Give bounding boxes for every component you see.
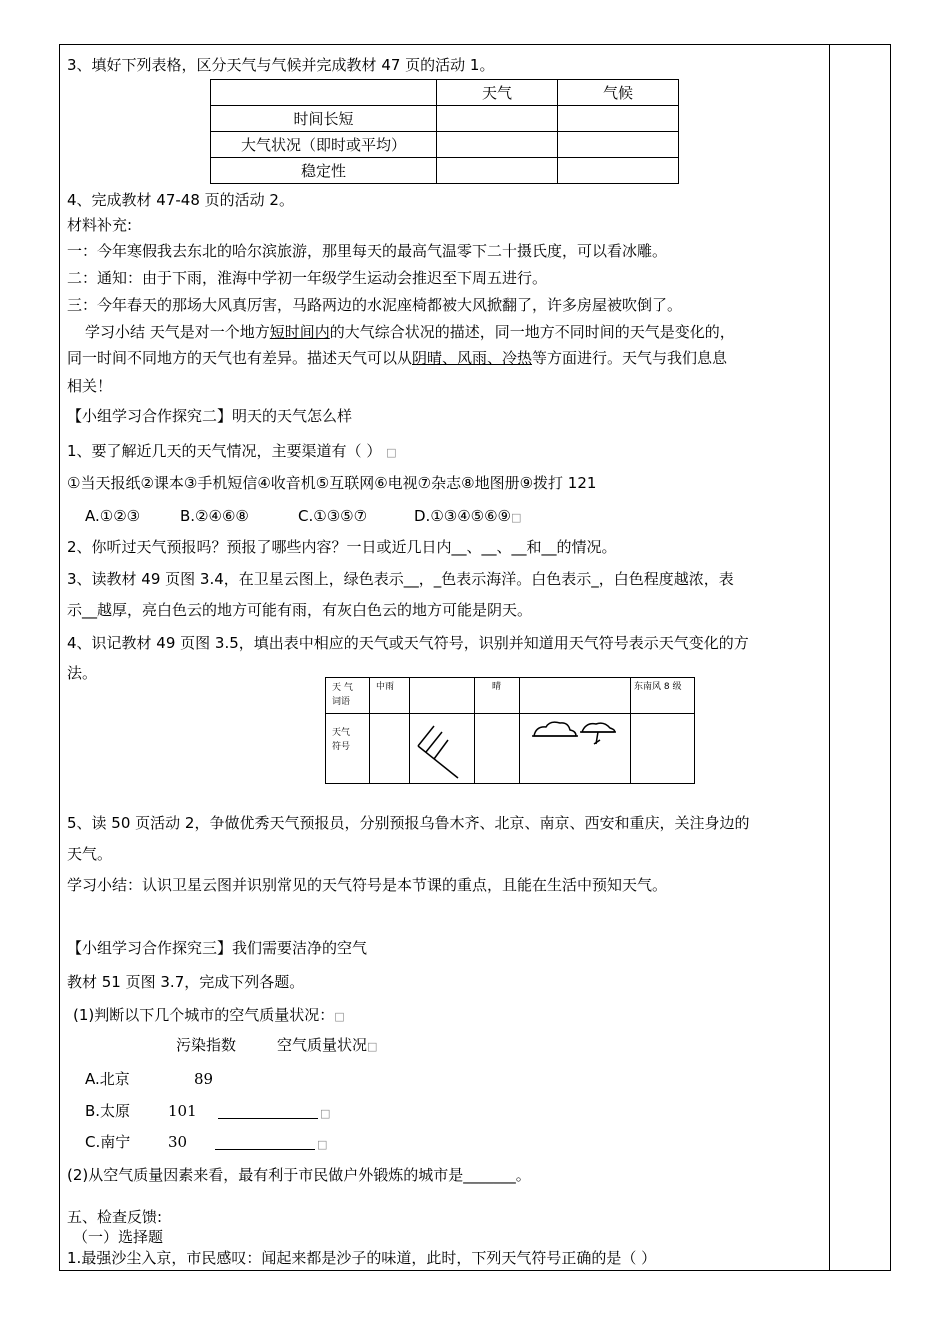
wind-symbol-icon <box>412 716 472 782</box>
group2-q2: 2、你听过天气预报吗？预报了哪些内容？一日或近几日内__、__、__和__的情况。 <box>67 538 617 556</box>
group2-q4-line2: 法。 <box>67 664 98 682</box>
city-nanning: C.南宁 <box>85 1133 131 1151</box>
weather-word-southeast-wind: 东南风 8 级 <box>634 682 682 692</box>
choice-b[interactable]: B.②④⑥⑧ <box>180 507 249 525</box>
answer-line-nanning[interactable] <box>215 1149 315 1150</box>
city-beijing-index: 89 <box>194 1070 214 1088</box>
row-label-symbols: 天气 符号 <box>332 728 351 752</box>
table-row-label: 稳定性 <box>211 158 437 184</box>
answer-cell[interactable] <box>558 158 679 184</box>
group3-p2: (2)从空气质量因素来看，最有利于市民做户外锻炼的城市是_______。 <box>67 1166 531 1184</box>
weather-climate-table <box>210 79 679 184</box>
answer-cell[interactable] <box>437 132 558 158</box>
group2-title: 【小组学习合作探究二】明天的天气怎么样 <box>67 407 353 425</box>
summary-line-3: 相关！ <box>67 377 113 395</box>
weather-word-sunny: 晴 <box>492 682 502 692</box>
row-label-words: 天 气 词语 <box>332 683 353 707</box>
group3-title: 【小组学习合作探究三】我们需要洁净的空气 <box>67 939 368 957</box>
answer-cell[interactable] <box>437 106 558 132</box>
group3-intro: 教材 51 页图 3.7，完成下列各题。 <box>67 973 305 991</box>
question-3: 3、填好下列表格，区分天气与气候并完成教材 47 页的活动 1。 <box>67 56 495 74</box>
group2-q1: 1、要了解近几天的天气情况，主要渠道有（ ） □ <box>67 442 397 460</box>
group2-q5-line2: 天气。 <box>67 845 113 863</box>
city-taiyuan-index: 101 <box>168 1102 197 1120</box>
question-4: 4、完成教材 47-48 页的活动 2。 <box>67 191 294 209</box>
table-header-cell: 气候 <box>558 80 679 106</box>
weather-symbol-table <box>325 677 695 784</box>
city-nanning-index: 30 <box>168 1133 188 1151</box>
answer-cell[interactable] <box>437 158 558 184</box>
answer-cell[interactable] <box>558 106 679 132</box>
group2-q3-line2: 示__越厚，亮白色云的地方可能有雨，有灰白色云的地方可能是阴天。 <box>67 601 533 619</box>
group3-p1: (1)判断以下几个城市的空气质量状况：□ <box>73 1006 345 1024</box>
summary-line-2: 同一时间不同地方的天气也有差异。描述天气可以从阴晴、风雨、冷热等方面进行。天气与我们息息 <box>67 349 728 367</box>
table-header-cell <box>211 80 437 106</box>
section5-sub: （一）选择题 <box>73 1228 164 1246</box>
city-taiyuan: B.太原 <box>85 1102 131 1120</box>
group2-summary: 学习小结：认识卫星云图并识别常见的天气符号是本节课的重点，且能在生活中预知天气。 <box>67 876 668 894</box>
col-pollution-index: 污染指数 <box>176 1036 237 1054</box>
choice-d[interactable]: D.①③④⑤⑥⑨□ <box>414 507 522 525</box>
group2-q3-line1: 3、读教材 49 页图 3.4，在卫星云图上，绿色表示__，_色表示海洋。白色表示_，白色程度越浓，表 <box>67 570 734 588</box>
section5-title: 五、检查反馈: <box>67 1208 163 1226</box>
section5-q1: 1.最强沙尘入京，市民感叹：闻起来都是沙子的味道，此时，下列天气符号正确的是（ ） <box>67 1249 657 1267</box>
group2-q1-options: ①当天报纸②课本③手机短信④收音机⑤互联网⑥电视⑦杂志⑧地图册⑨拨打 121 <box>67 474 597 492</box>
group2-q5-line1: 5、读 50 页活动 2，争做优秀天气预报员，分别预报乌鲁木齐、北京、南京、西安和重庆，关注身边的 <box>67 814 750 832</box>
weather-word-moderate-rain: 中雨 <box>376 682 395 692</box>
group2-q4-line1: 4、识记教材 49 页图 3.5，填出表中相应的天气或天气符号，识别并知道用天气符号表示天气变化的方 <box>67 634 749 652</box>
table-row-label: 时间长短 <box>211 106 437 132</box>
col-air-quality: 空气质量状况□ <box>277 1036 378 1054</box>
table-row-label: 大气状况（即时或平均） <box>211 132 437 158</box>
choice-c[interactable]: C.①③⑤⑦ <box>298 507 368 525</box>
material-item: 一：今年寒假我去东北的哈尔滨旅游，那里每天的最高气温零下二十摄氏度，可以看冰雕。 <box>67 242 668 260</box>
table-header-cell: 天气 <box>437 80 558 106</box>
choice-a[interactable]: A.①②③ <box>85 507 141 525</box>
cloudy-and-drizzle-icon <box>530 718 620 758</box>
summary-line-1: 学习小结 天气是对一个地方短时间内的大气综合状况的描述，同一地方不同时间的天气是变化的， <box>85 323 735 341</box>
answer-cell[interactable] <box>558 132 679 158</box>
answer-line-taiyuan[interactable] <box>218 1118 318 1119</box>
material-item: 三：今年春天的那场大风真厉害，马路两边的水泥座椅都被大风掀翻了，许多房屋被吹倒了。 <box>67 296 683 314</box>
material-title: 材料补充: <box>67 216 133 234</box>
city-beijing: A.北京 <box>85 1070 130 1088</box>
page-frame <box>59 44 891 1271</box>
material-item: 二：通知：由于下雨，淮海中学初一年级学生运动会推迟至下周五进行。 <box>67 269 548 287</box>
margin-column-divider <box>829 44 830 1271</box>
